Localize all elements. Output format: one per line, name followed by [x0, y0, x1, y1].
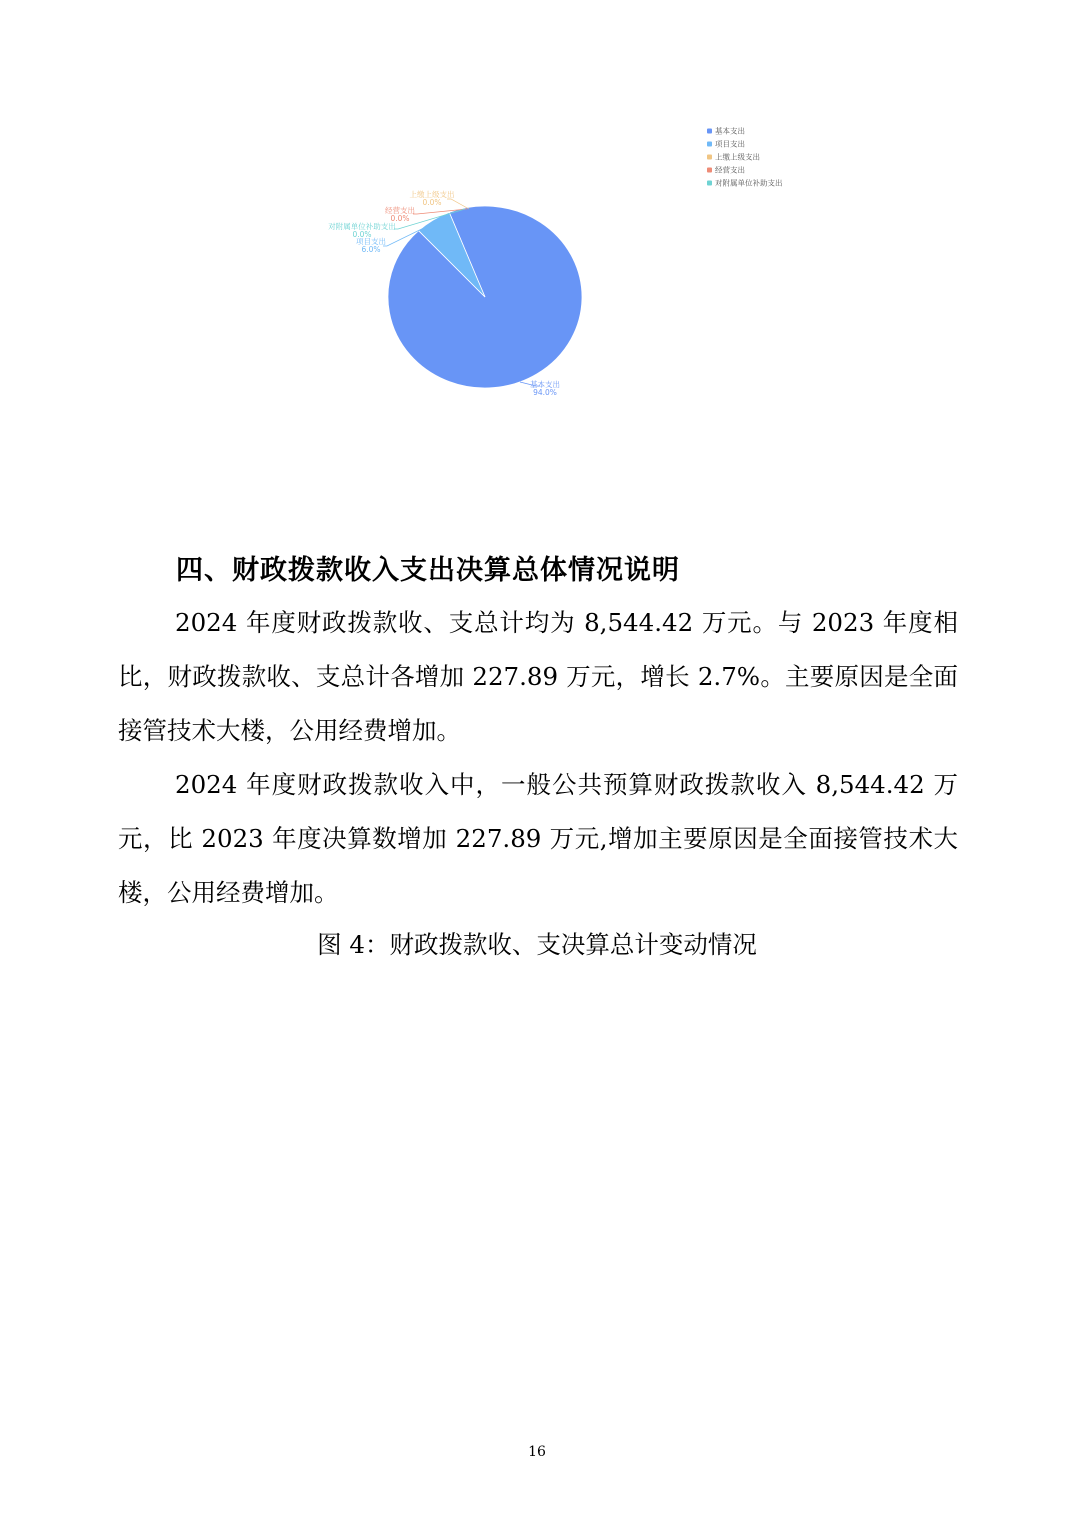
pie-slices	[388, 206, 582, 388]
pie-legend	[707, 126, 783, 188]
slice-label-project-expenditure: 项目支出	[356, 237, 386, 246]
slice-percent-basic-expenditure: 94.0%	[533, 388, 557, 397]
figure-caption: 图 4：财政拨款收、支决算总计变动情况	[317, 930, 757, 959]
slice-label-remit-superior-expenditure: 上缴上级支出	[409, 190, 455, 199]
legend-swatch-operating-expenditure	[707, 168, 712, 173]
legend-swatch-subsidiary-subsidy-expenditure	[707, 181, 712, 186]
slice-label-operating-expenditure: 经营支出	[385, 206, 415, 215]
legend-label-project-expenditure: 项目支出	[715, 139, 745, 149]
legend-label-operating-expenditure: 经营支出	[715, 165, 745, 175]
legend-swatch-remit-superior-expenditure	[707, 155, 712, 160]
paragraph-1: 2024 年度财政拨款收、支总计均为 8,544.42 万元。与 2023 年度相比，财政拨款收、支总计各增加 227.89 万元，增长 2.7%。主要原因是全面接管技术大楼，公用经费增加。	[118, 608, 958, 745]
slice-label-basic-expenditure: 基本支出	[530, 380, 560, 389]
pie-chart	[0, 0, 1074, 520]
page-number: 16	[528, 1444, 546, 1460]
slice-percent-subsidiary-subsidy-expenditure: 0.0%	[352, 230, 372, 239]
legend-label-subsidiary-subsidy-expenditure: 对附属单位补助支出	[715, 178, 783, 188]
slice-percent-operating-expenditure: 0.0%	[390, 214, 410, 223]
legend-label-basic-expenditure: 基本支出	[715, 126, 745, 136]
legend-swatch-project-expenditure	[707, 142, 712, 147]
slice-label-subsidiary-subsidy-expenditure: 对附属单位补助支出	[328, 222, 396, 231]
paragraph-2: 2024 年度财政拨款收入中，一般公共预算财政拨款收入 8,544.42 万元，比 2023 年度决算数增加 227.89 万元,增加主要原因是全面接管技术大楼，公用经费增加。	[118, 770, 958, 907]
slice-percent-project-expenditure: 6.0%	[361, 245, 381, 254]
section-heading: 四、财政拨款收入支出决算总体情况说明	[176, 555, 680, 586]
leader-remit-superior-expenditure	[447, 199, 469, 209]
slice-percent-remit-superior-expenditure: 0.0%	[422, 198, 442, 207]
legend-swatch-basic-expenditure	[707, 129, 712, 134]
legend-label-remit-superior-expenditure: 上缴上级支出	[715, 152, 760, 162]
